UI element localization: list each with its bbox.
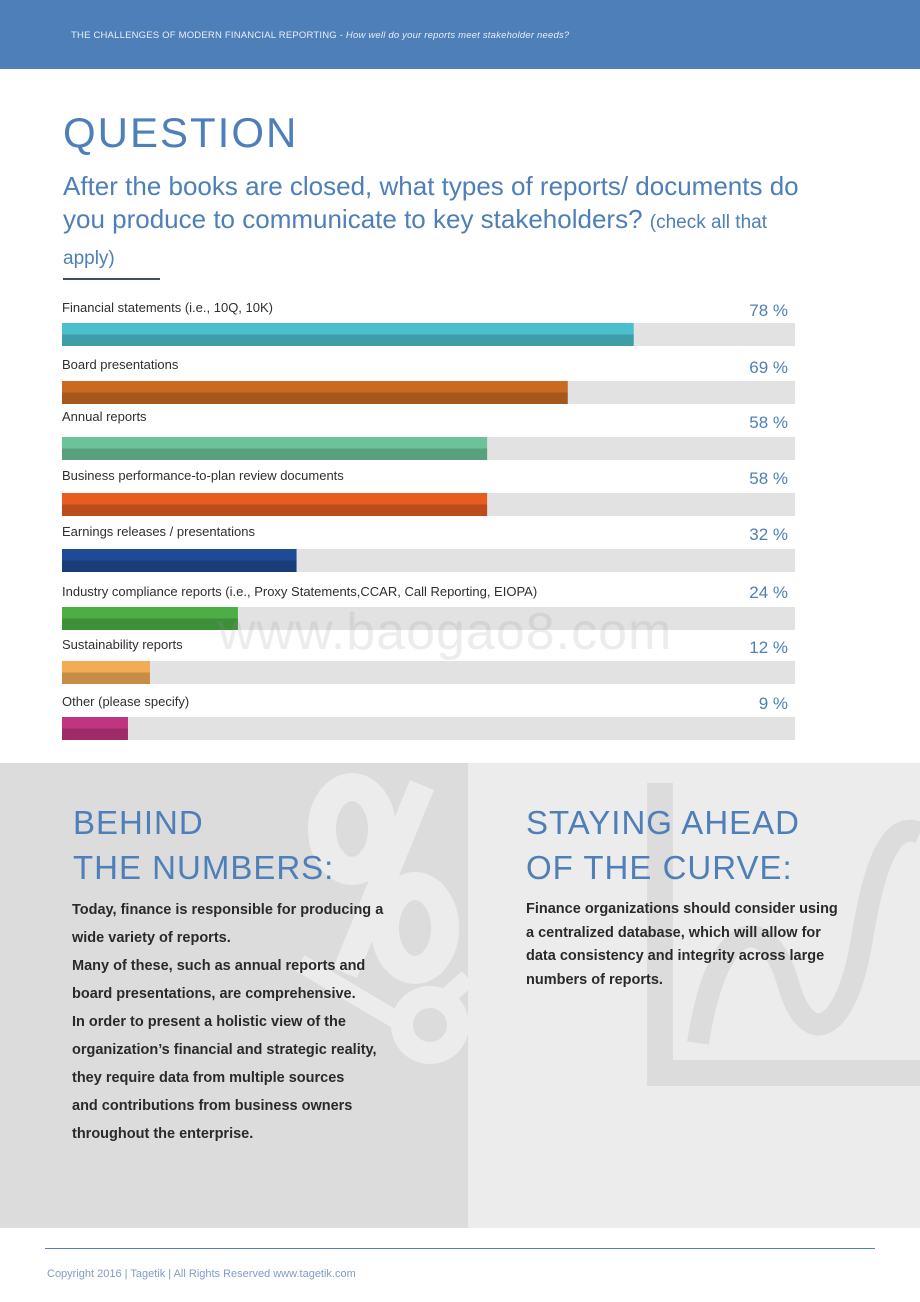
bar-label: Business performance-to-plan review documents [62, 468, 344, 483]
staying-ahead-panel [468, 763, 920, 1228]
behind-title: BEHIND THE NUMBERS: [73, 804, 335, 886]
bar-shade [62, 619, 238, 631]
bar-track [62, 717, 795, 740]
bar-shade [62, 729, 128, 741]
bar [62, 323, 634, 335]
behind-line: and contributions from business owners [72, 1098, 353, 1114]
bar-value-label: 32 % [749, 525, 788, 544]
header-title: THE CHALLENGES OF MODERN FINANCIAL REPORTING - [71, 30, 344, 41]
ahead-body [526, 898, 838, 992]
bar [62, 717, 128, 729]
behind-line: organization’s financial and strategic reality, [72, 1042, 377, 1058]
behind-body [72, 896, 383, 1148]
behind-the-numbers-panel [0, 763, 468, 1228]
bar [62, 661, 150, 673]
bar-label: Other (please specify) [62, 694, 190, 709]
bar [62, 381, 568, 393]
question-heading: QUESTION [63, 109, 299, 156]
ahead-line: a centralized database, which will allow for [526, 924, 821, 941]
bar-shade [62, 673, 150, 685]
behind-line: they require data from multiple sources [72, 1070, 345, 1086]
bar-label: Financial statements (i.e., 10Q, 10K) [62, 300, 273, 315]
bar-value-label: 78 % [749, 301, 788, 320]
bar [62, 493, 487, 505]
bar-label: Industry compliance reports (i.e., Proxy Statements,CCAR, Call Reporting, EIOPA) [62, 584, 538, 599]
bar [62, 607, 238, 619]
footer-divider [45, 1248, 875, 1249]
bar-value-label: 58 % [749, 469, 788, 488]
footer-text: Copyright 2016 | Tagetik | All Rights Reserved www.tagetik.com [47, 1268, 356, 1280]
behind-line: throughout the enterprise. [72, 1126, 254, 1142]
bar-value-label: 24 % [749, 583, 788, 602]
bar [62, 549, 297, 561]
ahead-line: Finance organizations should consider using [526, 901, 838, 917]
bar-label: Annual reports [62, 409, 147, 424]
question-note: (check all that apply) [63, 212, 768, 269]
header-text [71, 30, 569, 41]
bar-value-label: 12 % [749, 638, 788, 657]
bar-shade [62, 561, 297, 573]
behind-line: Today, finance is responsible for producing a [72, 902, 384, 918]
behind-line: wide variety of reports. [72, 930, 231, 946]
bar-value-label: 58 % [749, 413, 788, 432]
bar-shade [62, 505, 487, 517]
bar-shade [62, 449, 487, 461]
ahead-line: data consistency and integrity across large [526, 948, 825, 964]
bar-track [62, 661, 795, 684]
bar-shade [62, 393, 568, 405]
bar-value-label: 9 % [758, 694, 788, 713]
behind-line: board presentations, are comprehensive. [72, 986, 356, 1002]
bar-label: Sustainability reports [62, 637, 183, 652]
page-header [0, 0, 920, 69]
ahead-title: STAYING AHEAD OF THE CURVE: [526, 804, 801, 886]
bar-chart [0, 290, 920, 750]
bar-shade [62, 335, 634, 347]
ahead-line: numbers of reports. [526, 971, 663, 988]
bar-label: Earnings releases / presentations [62, 524, 255, 539]
question-main: After the books are closed, what types of reports/ documents do you produce to communicate to key stakeholders? [63, 171, 799, 234]
bar-label: Board presentations [62, 357, 179, 372]
watermark: www.baogao8.com [218, 603, 673, 661]
question-text [63, 170, 823, 275]
question-divider [63, 278, 160, 280]
behind-line: In order to present a holistic view of the [72, 1014, 346, 1030]
bar [62, 437, 487, 449]
behind-line: Many of these, such as annual reports and [72, 958, 366, 974]
header-subtitle: How well do your reports meet stakeholder needs? [345, 30, 570, 41]
bar-value-label: 69 % [749, 358, 788, 377]
